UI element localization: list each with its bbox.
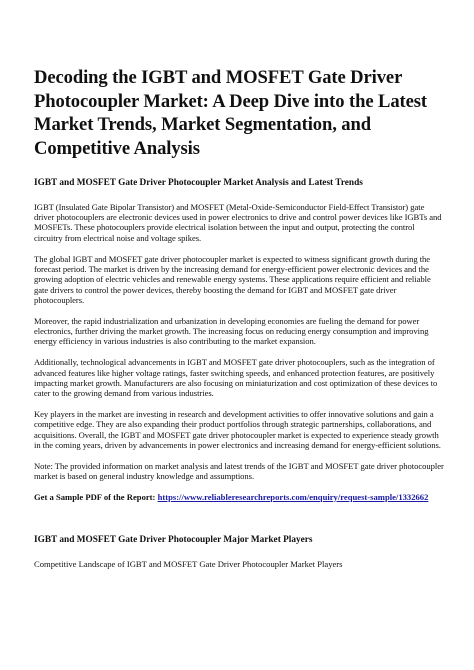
sample-pdf-line [34, 492, 444, 502]
document-title: Decoding the IGBT and MOSFET Gate Driver Photocoupler Market: A Deep Dive into the Latest Market Trends, Market Segmentation, and Competitive Analysis [34, 67, 428, 159]
paragraph-competitive-landscape: Competitive Landscape of IGBT and MOSFET Gate Driver Photocoupler Market Players [34, 558, 343, 569]
paragraph-industrialization: Moreover, the rapid industrialization and urbanization in developing economies are fueling the demand for power electronics, further driving the market growth. The increasing focus on reducing energy consumption and improving energy efficiency in various industries is also contributing to the market expansion. [34, 315, 429, 347]
paragraph-technology: Additionally, technological advancements in IGBT and MOSFET gate driver photocouplers, such as the integration of advanced features like higher voltage ratings, faster switching speeds, and enhanced protection features, are positively impacting market growth. Manufacturers are also focusing on miniaturization and cost optimization of these devices to cater to the growing demand from various industries. [34, 357, 438, 399]
section-heading-players: IGBT and MOSFET Gate Driver Photocoupler Major Market Players [34, 535, 313, 546]
paragraph-market-growth: The global IGBT and MOSFET gate driver photocoupler market is expected to witness significant growth during the forecast period. The market is driven by the increasing demand for energy-efficient power electronic devices and the growing adoption of electric vehicles and renewable energy systems. These applications require efficient and reliable gate drivers to control the power devices, thereby boosting the demand for IGBT and MOSFET gate driver photocouplers. [34, 253, 431, 305]
document-page [34, 66, 444, 569]
paragraph-note: Note: The provided information on market analysis and latest trends of the IGBT and MOSFET gate driver photocoupler market is based on general industry knowledge and assumptions. [34, 460, 444, 482]
paragraph-key-players: Key players in the market are investing in research and development activities to offer innovative solutions and gain a competitive edge. They are also expanding their product portfolios through strategic partnerships, collaborations, and acquisitions. Overall, the IGBT and MOSFET gate driver photocoupler market is expected to experience steady growth in the coming years, driven by advancements in power electronics and increasing demand for energy-efficient solutions. [34, 409, 441, 450]
sample-pdf-link[interactable]: https://www.reliableresearchreports.com/enquiry/request-sample/1332662 [157, 491, 429, 502]
section-heading-analysis: IGBT and MOSFET Gate Driver Photocoupler Market Analysis and Latest Trends [34, 178, 363, 189]
paragraph-definition: IGBT (Insulated Gate Bipolar Transistor) and MOSFET (Metal-Oxide-Semiconductor Field-Effect Transistor) gate driver photocouplers are electronic devices used in power electronics to drive and control power devices like IGBTs and MOSFETs. These photocouplers provide electrical isolation between the input and output, protecting the control circuitry from electrical noise and voltage spikes. [34, 201, 442, 243]
sample-pdf-label: Get a Sample PDF of the Report: [34, 491, 156, 502]
